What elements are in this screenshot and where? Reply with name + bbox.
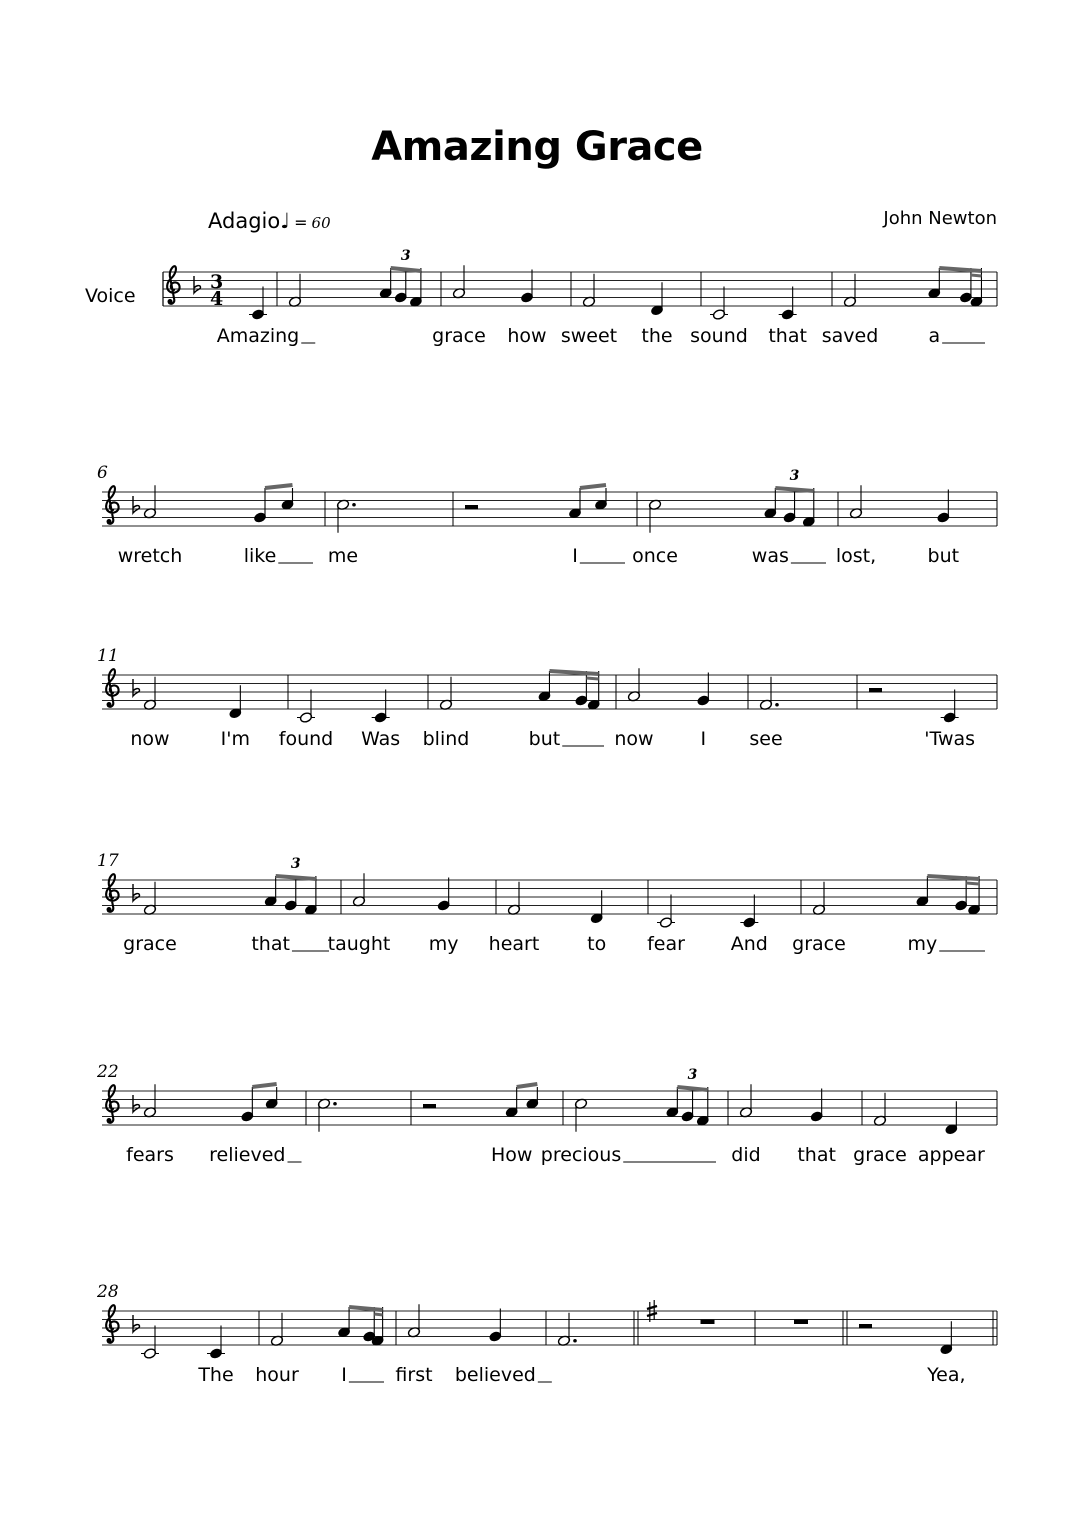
whole-rest xyxy=(701,1320,715,1325)
time-signature-denominator: 4 xyxy=(210,288,224,310)
lyric-syllable: that xyxy=(768,325,807,347)
lyric-syllable: 'Twas xyxy=(924,728,976,750)
lyric-syllable: lost, xyxy=(835,545,877,567)
lyric-syllable: first xyxy=(395,1364,433,1386)
quarter-note-icon: ♩ xyxy=(280,209,291,233)
lyric-syllable: but xyxy=(927,545,960,567)
flat-key-signature-icon xyxy=(133,884,140,901)
lyric-syllable: How xyxy=(490,1144,533,1166)
lyric-syllable: precious xyxy=(540,1144,622,1166)
lyric-syllable: I xyxy=(572,545,578,567)
lyric-syllable: grace xyxy=(432,325,486,347)
lyric-syllable: once xyxy=(632,545,678,567)
beam xyxy=(276,876,316,879)
lyric-syllable: did xyxy=(731,1144,761,1166)
beam xyxy=(517,1084,538,1087)
lyric-syllable: fears xyxy=(126,1144,174,1166)
tempo-bpm: 60 xyxy=(311,214,331,232)
measure-number: 17 xyxy=(97,851,119,871)
lyric-syllable: I xyxy=(341,1364,347,1386)
measure-number: 22 xyxy=(97,1062,119,1082)
lyric-syllable: now xyxy=(614,728,654,750)
whole-rest xyxy=(794,1320,808,1325)
augmentation-dot xyxy=(775,703,779,707)
beam xyxy=(775,488,813,491)
augmentation-dot xyxy=(352,503,356,507)
lyric-syllable: sweet xyxy=(560,325,618,347)
beam xyxy=(677,1087,707,1090)
augmentation-dot xyxy=(573,1339,577,1343)
beam xyxy=(265,485,293,488)
augmentation-dot xyxy=(333,1102,337,1106)
beam xyxy=(966,883,979,884)
lyric-syllable: sound xyxy=(690,325,748,347)
half-rest xyxy=(423,1104,436,1109)
beam xyxy=(252,1084,276,1087)
lyric-syllable: And xyxy=(730,933,768,955)
lyric-syllable: but xyxy=(528,728,561,750)
lyric-syllable: I xyxy=(700,728,707,750)
lyric-syllable: a xyxy=(928,325,941,347)
lyric-syllable: that xyxy=(251,933,290,955)
half-rest xyxy=(859,1324,872,1329)
lyric-syllable: The xyxy=(198,1364,234,1386)
lyric-syllable: how xyxy=(507,325,547,347)
staff-system xyxy=(97,851,997,955)
half-rest xyxy=(465,505,478,510)
lyric-syllable: believed xyxy=(454,1364,536,1386)
flat-key-signature-icon xyxy=(133,496,140,513)
measure-number: 6 xyxy=(97,463,108,483)
staff-system xyxy=(96,1282,997,1386)
beam xyxy=(349,1307,383,1310)
lyric-syllable: Amazing xyxy=(216,325,300,347)
flat-key-signature-icon xyxy=(133,1095,140,1112)
lyric-syllable: taught xyxy=(327,933,391,955)
lyric-syllable: to xyxy=(587,933,607,955)
lyric-syllable: grace xyxy=(853,1144,907,1166)
lyric-syllable: grace xyxy=(792,933,846,955)
lyric-syllable: was xyxy=(751,545,789,567)
lyric-syllable: that xyxy=(797,1144,836,1166)
lyric-syllable: blind xyxy=(422,728,470,750)
lyric-syllable: appear xyxy=(917,1144,985,1166)
lyric-syllable: like xyxy=(243,545,277,567)
beam xyxy=(586,678,598,679)
lyric-syllable: found xyxy=(278,728,334,750)
beam xyxy=(971,275,982,276)
lyric-syllable: my xyxy=(428,933,459,955)
tuplet-number: 3 xyxy=(290,856,301,872)
beam xyxy=(374,1314,382,1315)
lyric-syllable: heart xyxy=(488,933,540,955)
beam xyxy=(927,876,979,879)
half-rest xyxy=(869,688,882,693)
tuplet-number: 3 xyxy=(687,1067,698,1083)
lyric-syllable: hour xyxy=(255,1364,299,1386)
lyric-syllable: wretch xyxy=(117,545,183,567)
measure-number: 28 xyxy=(97,1282,119,1302)
beam xyxy=(580,485,606,488)
staff-system xyxy=(97,646,997,750)
staff-system xyxy=(97,463,997,567)
lyric-syllable: Yea, xyxy=(927,1364,966,1386)
score-title: Amazing Grace xyxy=(371,124,703,170)
instrument-name: Voice xyxy=(85,285,136,307)
lyric-syllable: my xyxy=(907,933,938,955)
time-signature-numerator: 3 xyxy=(210,271,224,293)
lyric-syllable: I'm xyxy=(220,728,251,750)
measure-number: 11 xyxy=(97,646,119,666)
lyric-syllable: saved xyxy=(821,325,879,347)
lyric-syllable: the xyxy=(641,325,673,347)
flat-key-signature-icon xyxy=(194,276,201,293)
flat-key-signature-icon xyxy=(133,1315,140,1332)
notation-layer xyxy=(96,248,997,1386)
beam xyxy=(391,268,421,271)
beam xyxy=(549,671,598,674)
lyric-syllable: see xyxy=(749,728,783,750)
tuplet-number: 3 xyxy=(400,248,411,264)
staff-system xyxy=(163,248,997,347)
tempo-equals: = xyxy=(294,213,308,232)
lyric-syllable: grace xyxy=(123,933,177,955)
flat-key-signature-icon xyxy=(133,679,140,696)
tempo-text: Adagio xyxy=(208,209,281,233)
beam xyxy=(939,268,981,271)
lyric-syllable: fear xyxy=(647,933,685,955)
lyric-syllable: now xyxy=(130,728,170,750)
tuplet-number: 3 xyxy=(789,468,800,484)
composer: John Newton xyxy=(883,208,997,229)
lyric-syllable: me xyxy=(327,545,359,567)
lyric-syllable: Was xyxy=(361,728,401,750)
lyric-syllable: relieved xyxy=(209,1144,286,1166)
staff-system xyxy=(96,1062,997,1166)
